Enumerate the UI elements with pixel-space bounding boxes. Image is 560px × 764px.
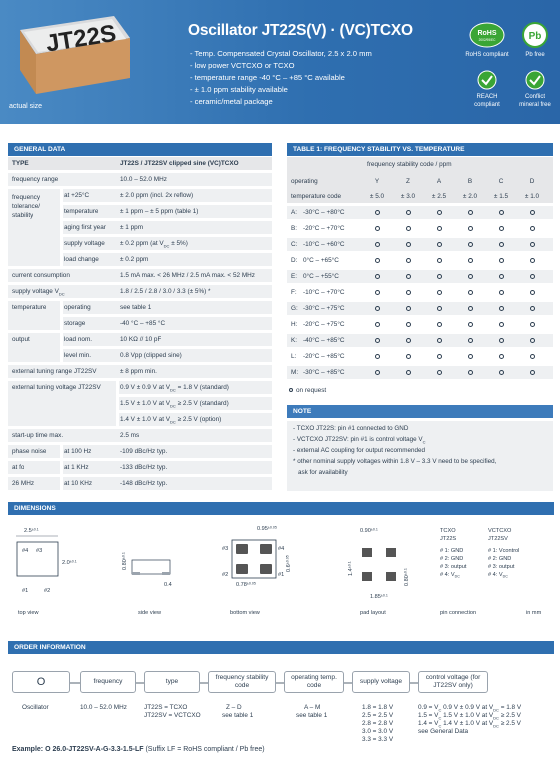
availability-circle-icon (525, 366, 539, 379)
ext-volt-label: external tuning voltage JT22SV (12, 384, 101, 391)
order-freq-value: 10.0 – 52.0 MHz (80, 704, 127, 711)
dim-06: $0.6^{\pm 0.05}$ (285, 555, 292, 572)
dim-20: $2.0^{\pm 0.1}$ (62, 559, 77, 566)
availability-circle-icon (401, 270, 415, 283)
output-key: load nom. (64, 336, 93, 343)
stability-ppm: ± 5.0 (369, 193, 385, 200)
temp-code: A: (291, 209, 298, 216)
availability-circle-icon (370, 222, 384, 235)
reach-caption-2: compliant (474, 101, 500, 108)
availability-circle-icon (494, 206, 508, 219)
ext-range-value: ± 8 ppm min. (120, 368, 157, 375)
dim-25: $2.5^{\pm 0.1}$ (24, 527, 39, 534)
temp-code: H: (291, 321, 298, 328)
vctcxo-title: VCTCXO (488, 528, 512, 534)
feature-item: - ceramic/metal package (190, 96, 372, 108)
order-type-2: JT22SV = VCTCXO (144, 712, 201, 719)
order-box-type: type (144, 671, 200, 693)
order-header: ORDER INFORMATION (8, 641, 554, 654)
temp-value: -40 °C – +85 °C (120, 320, 166, 327)
order-temp-2: see table 1 (296, 712, 328, 719)
pin-label: #1 (278, 572, 285, 578)
availability-circle-icon (401, 366, 415, 379)
order-box-supply: supply voltage (352, 671, 410, 693)
availability-circle-icon (494, 334, 508, 347)
order-box-temp: operating temp. code (284, 671, 344, 693)
note-line: - external AC coupling for output recommended (293, 447, 425, 454)
pad-layout-label: pad layout (360, 610, 386, 616)
on-request-legend: on request (289, 384, 369, 397)
availability-circle-icon (432, 350, 446, 363)
reach-caption-1: REACH (476, 94, 498, 100)
availability-circle-icon (463, 206, 477, 219)
pin-label: #2 (44, 588, 51, 594)
order-stab-1: Z – D (226, 704, 242, 711)
oscillator-chip-image (6, 8, 134, 96)
order-example: Example: O 26.0-JT22SV-A-G-3.3-1.5-LF (Suffix LF = RoHS compliant / Pb free) (12, 746, 265, 753)
temp-range: -30°C – +75°C (303, 305, 345, 312)
pin-assignment: # 3: output (488, 564, 515, 570)
dim-095: $0.95^{\pm 0.05}$ (257, 525, 277, 532)
availability-circle-icon (432, 366, 446, 379)
availability-circle-icon (432, 254, 446, 267)
stability-code: B (467, 178, 473, 185)
availability-circle-icon (463, 350, 477, 363)
temp-key: operating (64, 304, 91, 311)
order-supply: 1.8 = 1.8 V (362, 704, 394, 711)
availability-circle-icon (432, 334, 446, 347)
dim-04: 0.4 (164, 582, 172, 588)
units-label: in mm (526, 610, 542, 616)
order-box-prefix: O (12, 671, 70, 693)
availability-circle-icon (494, 366, 508, 379)
rohs-sub: 2002/95/EC (478, 38, 496, 42)
feature-list (190, 48, 372, 108)
page-title: Oscillator JT22S(V) · (VC)TCXO (188, 22, 413, 39)
availability-circle-icon (401, 350, 415, 363)
stability-ppm: ± 3.0 (400, 193, 416, 200)
pin-label: #4 (22, 548, 29, 554)
pin-label: #1 (22, 588, 29, 594)
availability-circle-icon (370, 366, 384, 379)
order-type-1: JT22S = TCXO (144, 704, 188, 711)
availability-circle-icon (463, 318, 477, 331)
dimensions-drawing (8, 516, 554, 620)
availability-circle-icon (525, 350, 539, 363)
type-label: TYPE (12, 160, 29, 167)
availability-circle-icon (432, 302, 446, 315)
type-value: JT22S / JT22SV clipped sine (VC)TCXO (120, 160, 239, 167)
order-stab-2: see table 1 (222, 712, 254, 719)
top-view-label: top view (18, 610, 39, 616)
order-ctrl: $1.4 = V_C$ 1.4 V ± 1.0 V at $V_{DC} \ge 2.5$ V (418, 720, 521, 729)
availability-circle-icon (370, 318, 384, 331)
availability-circle-icon (370, 350, 384, 363)
availability-circle-icon (463, 222, 477, 235)
side-view-label: side view (138, 610, 162, 616)
header-banner (0, 0, 560, 124)
tol-label-2: tolerance/ (12, 203, 41, 210)
pb-icon (522, 22, 548, 48)
availability-circle-icon (401, 286, 415, 299)
availability-circle-icon (370, 334, 384, 347)
stability-code: Y (374, 178, 380, 185)
temp-code: M: (291, 369, 299, 376)
pin-assignment: # 2: GND (440, 556, 464, 562)
phase-label: 26 MHz (12, 480, 35, 487)
availability-circle-icon (494, 302, 508, 315)
pb-mark: Pb (528, 31, 542, 42)
phase-value: -133 dBc/Hz typ. (120, 464, 168, 471)
note-line: * other nominal supply voltages within 1.8 V – 3.3 V need to be specified, (293, 458, 497, 465)
temp-code: G: (291, 305, 298, 312)
conflict-badge (512, 70, 558, 108)
availability-circle-icon (525, 238, 539, 251)
phase-value: -148 dBc/Hz typ. (120, 480, 168, 487)
conflict-caption-1: Conflict (524, 94, 545, 100)
order-box-stability: frequency stability code (208, 671, 276, 693)
ext-range-label: external tuning range JT22SV (12, 368, 97, 375)
stability-ppm: ± 2.5 (431, 193, 447, 200)
tol-label-3: stability (12, 212, 34, 219)
availability-circle-icon (463, 286, 477, 299)
order-ctrl-see: see General Data (418, 728, 469, 735)
tol-key: at +25°C (64, 192, 90, 199)
availability-circle-icon (463, 366, 477, 379)
tol-key: load change (64, 256, 99, 263)
order-ctrl: $1.5 = V_C$ 1.5 V ± 1.0 V at $V_{DC} \ge 2.5$ V (418, 712, 521, 721)
availability-circle-icon (494, 318, 508, 331)
dim-14: $1.4^{\pm 0.1}$ (347, 561, 354, 576)
stability-code: D (529, 178, 535, 185)
temp-range: -20°C – +75°C (303, 321, 345, 328)
order-supply: 2.8 = 2.8 V (362, 720, 394, 727)
dim-078: $0.78^{\pm 0.05}$ (236, 581, 256, 588)
stability-ppm: ± 1.5 (493, 193, 509, 200)
tol-value: ± 1 ppm – ± 5 ppm (table 1) (120, 208, 199, 215)
availability-circle-icon (370, 270, 384, 283)
pin-label: #4 (278, 546, 285, 552)
feature-item: - temperature range -40 °C – +85 °C available (190, 72, 372, 84)
availability-circle-icon (525, 254, 539, 267)
startup-label: start-up time max. (12, 432, 64, 439)
conflict-free-icon (525, 70, 545, 90)
temp-code: K: (291, 337, 298, 344)
chip-label: JT22S (43, 19, 119, 58)
tol-value: ± 0.2 ppm (120, 256, 149, 263)
temp-range: -10°C – +70°C (303, 289, 345, 296)
availability-circle-icon (432, 270, 446, 283)
order-connectors (0, 681, 560, 685)
rohs-badge (462, 22, 512, 60)
order-supply: 2.5 = 2.5 V (362, 712, 394, 719)
freq-range-label: frequency range (12, 176, 59, 183)
availability-circle-icon (463, 238, 477, 251)
phase-label: at fo (12, 464, 25, 471)
output-value: 0.8 Vpp (clipped sine) (120, 352, 182, 359)
bottom-view-label: bottom view (230, 610, 260, 616)
order-supply: 3.0 = 3.0 V (362, 728, 394, 735)
temp-code: E: (291, 273, 298, 280)
temp-range: -20°C – +70°C (303, 225, 345, 232)
code-header: frequency stability code / ppm (367, 161, 452, 168)
general-data-header: GENERAL DATA (8, 143, 272, 156)
availability-circle-icon (525, 270, 539, 283)
reach-icon (477, 70, 497, 90)
pb-badge (515, 22, 555, 60)
availability-circle-icon (525, 286, 539, 299)
availability-circle-icon (370, 286, 384, 299)
availability-circle-icon (494, 286, 508, 299)
availability-circle-icon (401, 222, 415, 235)
availability-circle-icon (432, 286, 446, 299)
output-key: level min. (64, 352, 91, 359)
dim-185: $1.85^{\pm 0.1}$ (370, 593, 388, 600)
note-box (287, 421, 553, 491)
phase-label: phase noise (12, 448, 47, 455)
pin-label: #3 (222, 546, 229, 552)
temp-range: 0°C – +65°C (303, 257, 339, 264)
availability-circle-icon (370, 302, 384, 315)
availability-circle-icon (494, 254, 508, 267)
reach-badge (466, 70, 508, 108)
availability-circle-icon (401, 206, 415, 219)
temp-code: D: (291, 257, 298, 264)
pin-assignment: # 1: GND (440, 548, 464, 554)
order-box-frequency: frequency (80, 671, 136, 693)
dimensions-header: DIMENSIONS (8, 502, 554, 515)
availability-circle-icon (370, 238, 384, 251)
availability-circle-icon (525, 222, 539, 235)
temp-value: see table 1 (120, 304, 152, 311)
temp-key: storage (64, 320, 86, 327)
conflict-caption-2: mineral free (519, 101, 551, 108)
actual-size-label: actual size (9, 103, 43, 110)
tol-key: supply voltage (64, 240, 105, 247)
temp-range: -10°C – +60°C (303, 241, 345, 248)
temp-range: -20°C – +85°C (303, 353, 345, 360)
rohs-icon (469, 22, 505, 48)
ext-volt-value: 0.9 V ± 0.9 V at $V_{DC} = 1.8$ V (standard) (120, 384, 229, 393)
temp-code: C: (291, 241, 298, 248)
pin-assignment: # 3: output (440, 564, 467, 570)
availability-circle-icon (432, 222, 446, 235)
order-temp-1: A – M (304, 704, 321, 711)
availability-circle-icon (525, 318, 539, 331)
note-header: NOTE (287, 405, 553, 418)
availability-circle-icon (463, 334, 477, 347)
availability-circle-icon (463, 270, 477, 283)
availability-circle-icon (432, 318, 446, 331)
feature-item: - ± 1.0 ppm stability available (190, 84, 372, 96)
availability-circle-icon (463, 302, 477, 315)
ext-volt-value: 1.5 V ± 1.0 V at $V_{DC} \ge 2.5$ V (standard) (120, 400, 229, 409)
availability-circle-icon (463, 254, 477, 267)
output-label: output (12, 336, 30, 343)
availability-circle-icon (401, 238, 415, 251)
phase-key: at 1 KHz (64, 464, 89, 471)
availability-circle-icon (370, 254, 384, 267)
tol-value: ± 0.2 ppm (at $V_{DC} \pm 5\%$) (120, 240, 188, 249)
availability-circle-icon (370, 206, 384, 219)
table1-header: TABLE 1: FREQUENCY STABILITY VS. TEMPERATURE (287, 143, 553, 156)
availability-circle-icon (494, 270, 508, 283)
phase-key: at 100 Hz (64, 448, 92, 455)
rohs-caption: RoHS compliant (465, 52, 509, 58)
temp-range: -40°C – +85°C (303, 337, 345, 344)
tol-value: ± 1 ppm (120, 224, 144, 231)
note-line: - VCTCXO JT22SV: pin #1 is control voltage $V_C$ (293, 436, 426, 445)
startup-value: 2.5 ms (120, 432, 140, 439)
tol-value: ± 2.0 ppm (incl. 2x reflow) (120, 192, 194, 199)
order-osc-label: Oscillator (22, 704, 49, 711)
pin-assignment: # 4: $V_{DC}$ (488, 572, 508, 579)
temp-code-label: temperature code (291, 193, 342, 200)
order-supply: 3.3 = 3.3 V (362, 736, 394, 743)
supply-value: 1.8 / 2.5 / 2.8 / 3.0 / 3.3 (± 5%) * (120, 288, 211, 295)
output-value: 10 KΩ // 10 pF (120, 336, 162, 343)
current-label: current consumption (12, 272, 70, 279)
pin-assignment: # 2: GND (488, 556, 512, 562)
availability-circle-icon (525, 206, 539, 219)
freq-range-value: 10.0 – 52.0 MHz (120, 176, 167, 183)
temp-code: F: (291, 289, 297, 296)
tcxo-title: TCXO (440, 528, 456, 534)
phase-key: at 10 KHz (64, 480, 93, 487)
pin-connection-label: pin connection (440, 610, 477, 616)
pin-label: #3 (36, 548, 43, 554)
availability-circle-icon (401, 302, 415, 315)
stability-ppm: ± 1.0 (524, 193, 540, 200)
temp-range: 0°C – +55°C (303, 273, 339, 280)
availability-circle-icon (494, 222, 508, 235)
tol-key: aging first year (64, 224, 106, 231)
tol-label-1: frequency (12, 194, 41, 201)
availability-circle-icon (401, 334, 415, 347)
pin-label: #2 (222, 572, 229, 578)
order-box-control: control voltage (for JT22SV only) (418, 671, 488, 693)
temp-code: B: (291, 225, 298, 232)
stability-code: C (498, 178, 504, 185)
availability-circle-icon (494, 350, 508, 363)
temp-code: L: (291, 353, 297, 360)
temp-range: -30°C – +85°C (303, 369, 345, 376)
stability-code: Z (406, 178, 410, 185)
ext-volt-value: 1.4 V ± 1.0 V at $V_{DC} \ge 2.5$ V (option) (120, 416, 222, 425)
dim-090: $0.90^{\pm 0.1}$ (360, 527, 378, 534)
pin-assignment: # 1: Vcontrol (488, 548, 520, 554)
temperature-label: temperature (12, 304, 47, 311)
phase-value: -109 dBc/Hz typ. (120, 448, 168, 455)
stability-code: A (436, 178, 442, 185)
availability-circle-icon (432, 238, 446, 251)
note-line: - TCXO JT22S: pin #1 connected to GND (293, 425, 409, 432)
availability-circle-icon (525, 334, 539, 347)
note-line: ask for availability (298, 469, 348, 476)
supply-label: supply voltage $V_{DC}$ (12, 288, 65, 297)
tcxo-model: JT22S (440, 536, 457, 542)
pin-assignment: # 4: $V_{DC}$ (440, 572, 460, 579)
order-ctrl: $0.9 = V_C$ 0.9 V ± 0.9 V at $V_{DC} = 1.8$ V (418, 704, 522, 713)
availability-circle-icon (432, 206, 446, 219)
current-value: 1.5 mA max. < 26 MHz / 2.5 mA max. < 52 MHz (120, 272, 255, 279)
rohs-mark: RoHS (477, 30, 497, 37)
availability-circle-icon (401, 254, 415, 267)
availability-circle-icon (525, 302, 539, 315)
dim-080b: $0.80^{\pm 0.1}$ (403, 568, 410, 586)
stability-ppm: ± 2.0 (462, 193, 478, 200)
operating-label: operating (291, 178, 318, 185)
dim-08: $0.80^{\pm 0.1}$ (121, 552, 128, 570)
vctcxo-model: JT22SV (488, 536, 508, 542)
availability-circle-icon (494, 238, 508, 251)
availability-circle-icon (401, 318, 415, 331)
tol-key: temperature (64, 208, 99, 215)
pb-caption: Pb free (525, 52, 545, 58)
feature-item: - Temp. Compensated Crystal Oscillator, 2.5 x 2.0 mm (190, 48, 372, 60)
temp-range: -30°C – +80°C (303, 209, 345, 216)
feature-item: - low power VCTCXO or TCXO (190, 60, 372, 72)
